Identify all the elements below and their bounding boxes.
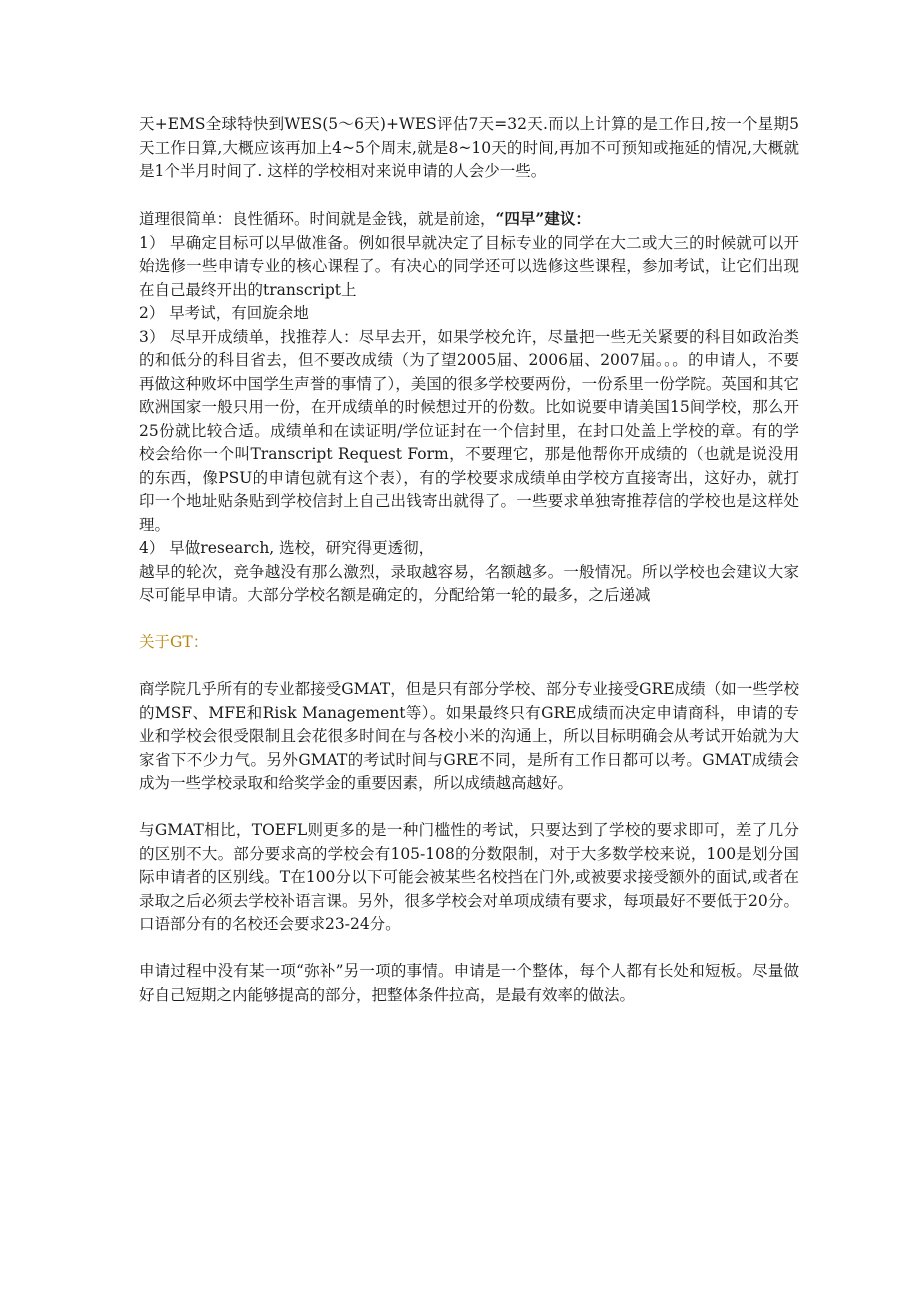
paragraph-gap: [139, 184, 799, 208]
paragraph-summary: 申请过程中没有某一项“弥补”另一项的事情。申请是一个整体，每个人都有长处和短板。尽量做好自己短期之内能够提高的部分，把整体条件拉高，是最有效率的做法。: [139, 962, 799, 1004]
paragraph-gap: [139, 655, 799, 679]
list-item-1: 1） 早确定目标可以早做准备。例如很早就决定了目标专业的同学在大二或大三的时候就可以开始选修一些申请专业的核心课程了。有决心的同学还可以选修这些课程，参加考试，让它们出现在自己最终开出的transcript上: [139, 233, 799, 299]
paragraph-timeline: 天+EMS全球特快到WES(5～6天)+WES评估7天=32天.而以上计算的是工作日,按一个星期5天工作日算,大概应该再加上4~5个周末,就是8~10天的时间,再加不可预知或拖延的情况,大概就是1个半月时间了. 这样的学校相对来说申请的人会少一些。: [139, 115, 799, 180]
paragraph-gap: [139, 608, 799, 632]
paragraph-toefl: 与GMAT相比，TOEFL则更多的是一种门槛性的考试，只要达到了学校的要求即可，差了几分的区别不大。部分要求高的学校会有105-108的分数限制，对于大多数学校来说，100是划分国际申请者的区别线。T在100分以下可能会被某些名校挡在门外,或被要求接受额外的面试,或者在录取之后必须去学校补语言课。另外，很多学校会对单项成绩有要求，每项最好不要低于20分。口语部分有的名校还会要求23-24分。: [139, 821, 799, 933]
list-item-2: 2） 早考试，有回旋余地: [139, 304, 309, 322]
four-early-intro-text: 道理很简单：良性循环。时间就是金钱，就是前途，: [139, 210, 496, 228]
paragraph-gmat: 商学院几乎所有的专业都接受GMAT，但是只有部分学校、部分专业接受GRE成绩（如一些学校的MSF、MFE和Risk Management等）。如果最终只有GRE成绩而决定申请商科，申请的专业和学校会很受限制且会花很多时间在与各校小米的沟通上，所以目标明确会从考试开始就为大家省下不少力气。另外GMAT的考试时间与GRE不同，是所有工作日都可以考。GMAT成绩会成为一些学校录取和给奖学金的重要因素，所以成绩越高越好。: [139, 680, 799, 792]
list-item-4: 4） 早做research, 选校，研究得更透彻，: [139, 539, 435, 557]
paragraph-gap: [139, 796, 799, 820]
section-heading-gt: 关于GT：: [139, 633, 209, 651]
list-item-3: 3） 尽早开成绩单，找推荐人：尽早去开，如果学校允许，尽量把一些无关紧要的科目如政治类的和低分的科目省去，但不要改成绩（为了望2005届、2006届、2007届。。。的申请人，不要再做这种败坏中国学生声誉的事情了），美国的很多学校要两份，一份系里一份学院。英国和其它欧洲国家一般只用一份，在开成绩单的时候想过开的份数。比如说要申请美国15间学校，那么开25份就比较合适。成绩单和在读证明/学位证封在一个信封里，在封口处盖上学校的章。有的学校会给你一个叫Transcript Request Form，不要理它，那是他帮你开成绩的（也就是说没用的东西，像PSU的申请包就有这个表），有的学校要求成绩单由学校方直接寄出，这好办，就打印一个地址贴条贴到学校信封上自己出钱寄出就得了。一些要求单独寄推荐信的学校也是这样处理。: [139, 327, 799, 534]
paragraph-gap: [139, 937, 799, 961]
document-body: [139, 113, 799, 1007]
four-early-title: “四早”建议：: [495, 209, 591, 228]
paragraph-rounds: 越早的轮次，竞争越没有那么激烈，录取越容易，名额越多。一般情况。所以学校也会建议大家尽可能早申请。大部分学校名额是确定的，分配给第一轮的最多，之后递减: [139, 562, 799, 604]
four-early-intro: [139, 207, 799, 232]
